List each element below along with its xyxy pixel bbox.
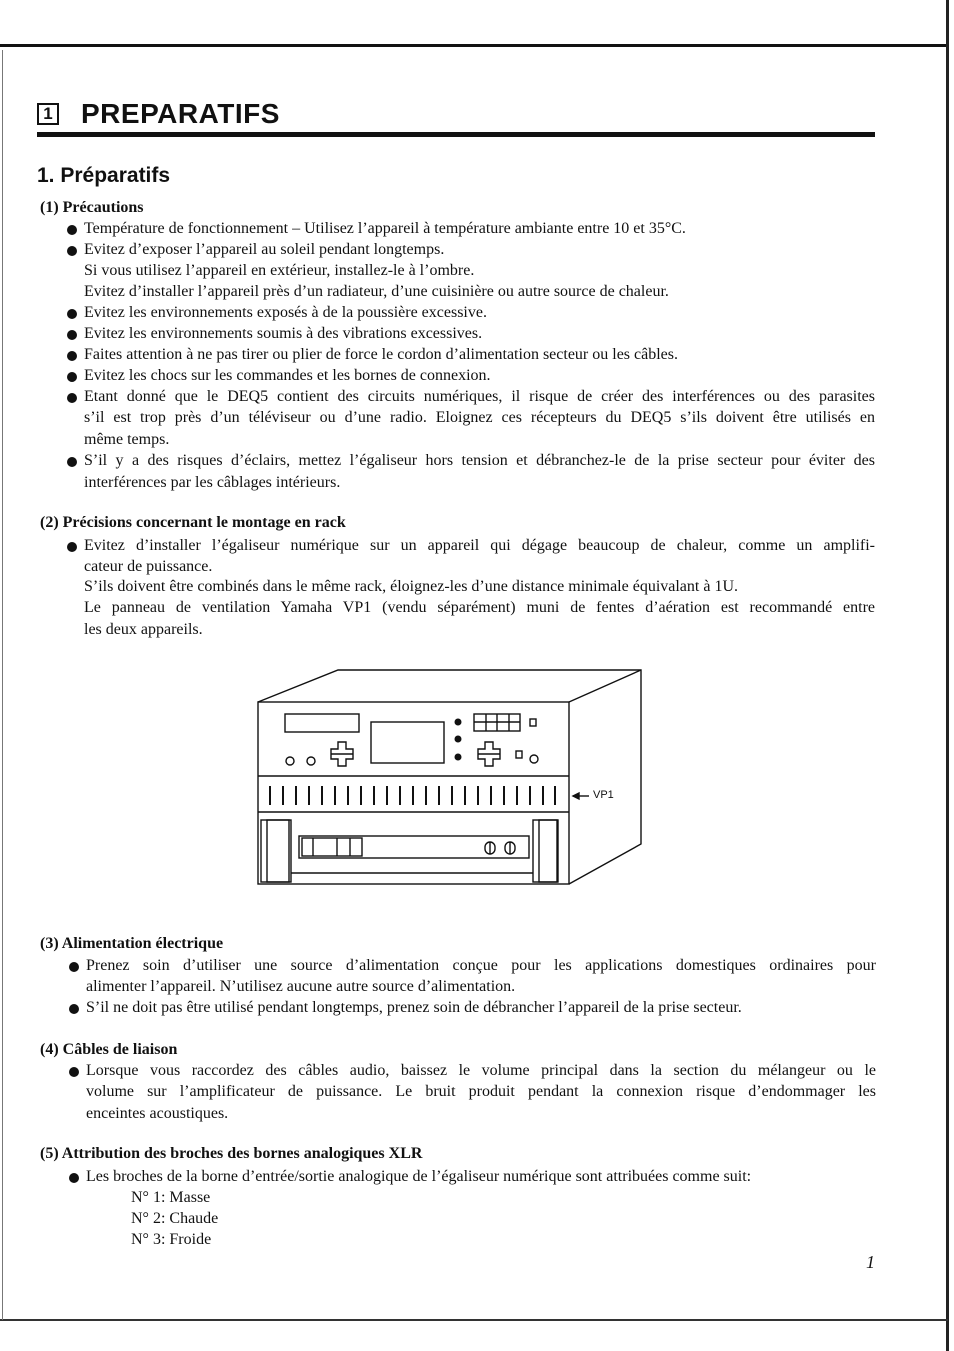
- chapter-header: [37, 98, 280, 130]
- page-bottom-rule: [0, 1319, 948, 1321]
- bullet: [67, 330, 77, 340]
- cables-line2: volume sur l’amplificateur de puissance. Le bruit produit pendant la connexion risque d’endommager les: [86, 1083, 876, 1100]
- cables-line3: enceintes acoustiques.: [86, 1105, 229, 1122]
- precaution-interference-line1: Etant donné que le DEQ5 contient des circuits numériques, il risque de créer des interférences ou des parasites: [84, 388, 875, 405]
- rack-line4: Le panneau de ventilation Yamaha VP1 (vendu séparément) muni de fentes d’aération est recommandé entre: [84, 599, 875, 616]
- heading-power: (3) Alimentation électrique: [40, 935, 224, 952]
- page-left-rule: [2, 50, 3, 1320]
- section-title: 1. Préparatifs: [37, 164, 171, 187]
- heading-cables: (4) Câbles de liaison: [40, 1041, 178, 1058]
- precaution-temperature: Température de fonctionnement – Utilisez l’appareil à température ambiante entre 10 et 35°C.: [84, 220, 686, 237]
- bullet: [67, 246, 77, 256]
- chapter-title: PREPARATIFS: [81, 98, 280, 129]
- power-line1: Prenez soin d’utiliser une source d’alimentation conçue pour les applications domestiques ordinaires pour: [86, 957, 876, 974]
- bullet: [69, 962, 79, 972]
- precaution-interference-line3: même temps.: [84, 431, 170, 448]
- precaution-lightning-line2: interférences par les câblages intérieurs.: [84, 474, 341, 491]
- page-top-rule: [0, 44, 948, 47]
- xlr-pin2: N° 2: Chaude: [131, 1210, 219, 1227]
- bullet: [67, 225, 77, 235]
- chapter-rule: [37, 132, 875, 137]
- bullet: [67, 457, 77, 467]
- bullet: [67, 351, 77, 361]
- rack-line1: Evitez d’installer l’égaliseur numérique sur un appareil qui dégage beaucoup de chaleur, comme un amplifi-: [84, 537, 875, 554]
- page-right-rule: [946, 0, 949, 1351]
- bullet: [69, 1173, 79, 1183]
- vp1-label: VP1: [593, 789, 614, 801]
- xlr-description: Les broches de la borne d’entrée/sortie analogique de l’égaliseur numérique sont attribuées comme suit:: [86, 1168, 752, 1185]
- bullet: [67, 542, 77, 552]
- xlr-pin1: N° 1: Masse: [131, 1189, 211, 1206]
- precaution-vibrations: Evitez les environnements soumis à des vibrations excessives.: [84, 325, 483, 342]
- page-number: 1: [866, 1252, 875, 1272]
- xlr-pin3: N° 3: Froide: [131, 1231, 212, 1248]
- power-unplug: S’il ne doit pas être utilisé pendant longtemps, prenez soin de débrancher l’appareil de la prise secteur.: [86, 999, 742, 1016]
- bullet: [69, 1004, 79, 1014]
- rack-line2: cateur de puissance.: [84, 558, 213, 575]
- chapter-number: 1: [37, 103, 59, 125]
- heading-precautions: (1) Précautions: [40, 199, 144, 216]
- rack-line5: les deux appareils.: [84, 621, 203, 638]
- precaution-interference-line2: s’il est trop près d’un téléviseur ou d’une radio. Eloignez ces récepteurs du DEQ5 s’ils doivent être utilisés en: [84, 409, 875, 426]
- power-line2: alimenter l’appareil. N’utilisez aucune autre source d’alimentation.: [86, 978, 516, 995]
- precaution-sun-shade: Si vous utilisez l’appareil en extérieur, installez-le à l’ombre.: [84, 262, 475, 279]
- rack-diagram: [255, 666, 655, 890]
- bullet: [67, 393, 77, 403]
- bullet: [67, 309, 77, 319]
- bullet: [69, 1067, 79, 1077]
- precaution-sun: Evitez d’exposer l’appareil au soleil pendant longtemps.: [84, 241, 445, 258]
- cables-line1: Lorsque vous raccordez des câbles audio, baissez le volume principal dans la section du mélangeur ou le: [86, 1062, 876, 1079]
- precaution-shocks: Evitez les chocs sur les commandes et les bornes de connexion.: [84, 367, 491, 384]
- heading-rack-mounting: (2) Précisions concernant le montage en rack: [40, 514, 346, 531]
- precaution-dust: Evitez les environnements exposés à de la poussière excessive.: [84, 304, 487, 321]
- precaution-lightning-line1: S’il y a des risques d’éclairs, mettez l’égaliseur hors tension et débranchez-le de la prise secteur pour éviter des: [84, 452, 875, 469]
- bullet: [67, 372, 77, 382]
- precaution-heat-source: Evitez d’installer l’appareil près d’un radiateur, d’une cuisinière ou autre source de chaleur.: [84, 283, 669, 300]
- heading-xlr: (5) Attribution des broches des bornes analogiques XLR: [40, 1145, 423, 1162]
- rack-line3: S’ils doivent être combinés dans le même rack, éloignez-les d’une distance minimale équivalant à 1U.: [84, 578, 739, 595]
- precaution-cord: Faites attention à ne pas tirer ou plier de force le cordon d’alimentation secteur ou les câbles.: [84, 346, 678, 363]
